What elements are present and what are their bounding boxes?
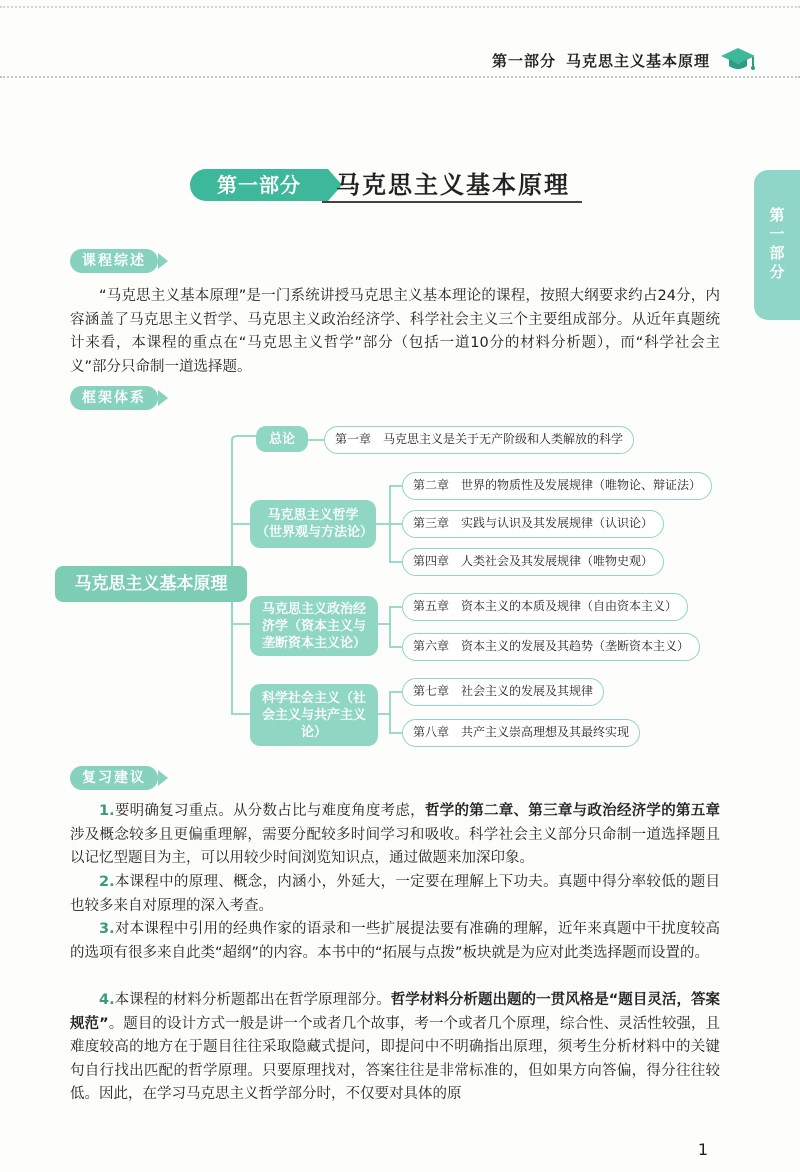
header-subject: 马克思主义基本原理 [565,52,710,70]
review-paragraph-1 [70,800,720,871]
review-paragraph-4 [70,989,720,1107]
header-part: 第一部分 [491,52,556,70]
overview-paragraph: “马克思主义基本原理”是一门系统讲授马克思主义基本理论的课程，按照大纲要求约占24分，内容涵盖了马克思主义哲学、马克思主义政治经济学、科学社会主义三个主要组成部分。从近年真题统计来看，本课程的重点在“马克思主义哲学”部分（包括一道10分的材料分析题），而“科学社会主义”部分只命制一道选择题。 [70,288,720,375]
review-number-3: 3. [99,921,115,937]
mindmap-leaf-chapter-2: 第二章 世界的物质性及发展规律（唯物论、辩证法） [402,472,712,500]
review-paragraph-2 [70,871,720,918]
side-tab[interactable]: 第一部分 [754,170,800,320]
mindmap-leaf-chapter-4: 第四章 人类社会及其发展规律（唯物史观） [402,548,664,576]
review-number-1: 1. [99,803,115,819]
mindmap-branch-socialism: 科学社会主义（社会主义与共产主义论） [250,684,378,746]
review-number-2: 2. [99,874,115,890]
mindmap-leaf-chapter-8: 第八章 共产主义崇高理想及其最终实现 [402,719,640,747]
review-p1-text-a: 要明确复习重点。从分数占比与难度角度考虑， [114,803,425,819]
review-p4-bold: 哲学材料分析题出题的一贯风格是“题目灵活，答案规范” [70,992,721,1032]
mindmap-branch-economics: 马克思主义政治经济学（资本主义与垄断资本主义论） [250,596,378,656]
mindmap-leaf-chapter-6: 第六章 资本主义的发展及其趋势（垄断资本主义） [402,633,700,661]
review-number-4: 4. [99,992,115,1008]
review-p2-text: 本课程中的原理、概念，内涵小，外延大，一定要在理解上下功夫。真题中得分率较低的题目也较多来自对原理的深入考查。 [70,874,720,914]
review-p4-text-c: 。题目的设计方式一般是讲一个或者几个故事，考一个或者几个原理，综合性、灵活性较强，且难度较高的地方在于题目往往采取隐藏式提问，即提问中不明确指出原理，须考生分析材料中的关键句自行找出匹配的哲学原理。只要原理找对，答案往往是非常标准的，但如果方向答偏，得分往往较低。因此，在学习马克思主义哲学部分时，不仅要对具体的原 [70,1015,721,1102]
review-p3-text: 对本课程中引用的经典作家的语录和一些扩展提法要有准确的理解，近年来真题中干扰度较高的选项有很多来自此类“超纲”的内容。本书中的“拓展与点拨”板块就是为应对此类选择题而设置的。 [70,921,720,961]
page-number: 1 [697,1140,708,1159]
review-paragraph-3 [70,918,720,965]
banner-part: 第一部分 [190,169,328,201]
mindmap-leaf-chapter-1: 第一章 马克思主义是关于无产阶级和人类解放的科学 [324,426,634,454]
section-label-review: 复习建议 [70,766,158,790]
review-p1-text-c: 涉及概念较多且更偏重理解，需要分配较多时间学习和吸收。科学社会主义部分只命制一道选择题且以记忆型题目为主，可以用较少时间浏览知识点，通过做题来加深印象。 [70,826,720,866]
review-p4-text-a: 本课程的材料分析题都出在哲学原理部分。 [114,992,391,1008]
review-p1-bold: 哲学的第二章、第三章与政治经济学的第五章 [424,803,720,819]
mindmap-branch-general: 总论 [256,426,308,452]
mindmap-root: 马克思主义基本原理 [55,566,247,602]
mindmap-leaf-chapter-5: 第五章 资本主义的本质及规律（自由资本主义） [402,593,688,621]
section-label-framework: 框架体系 [70,386,158,410]
section-label-overview: 课程综述 [70,249,158,273]
mindmap-leaf-chapter-7: 第七章 社会主义的发展及其规律 [402,678,604,706]
mindmap-branch-philosophy: 马克思主义哲学（世界观与方法论） [250,500,376,548]
banner-title: 马克思主义基本原理 [336,171,570,199]
mindmap-leaf-chapter-3: 第三章 实践与认识及其发展规律（认识论） [402,510,664,538]
